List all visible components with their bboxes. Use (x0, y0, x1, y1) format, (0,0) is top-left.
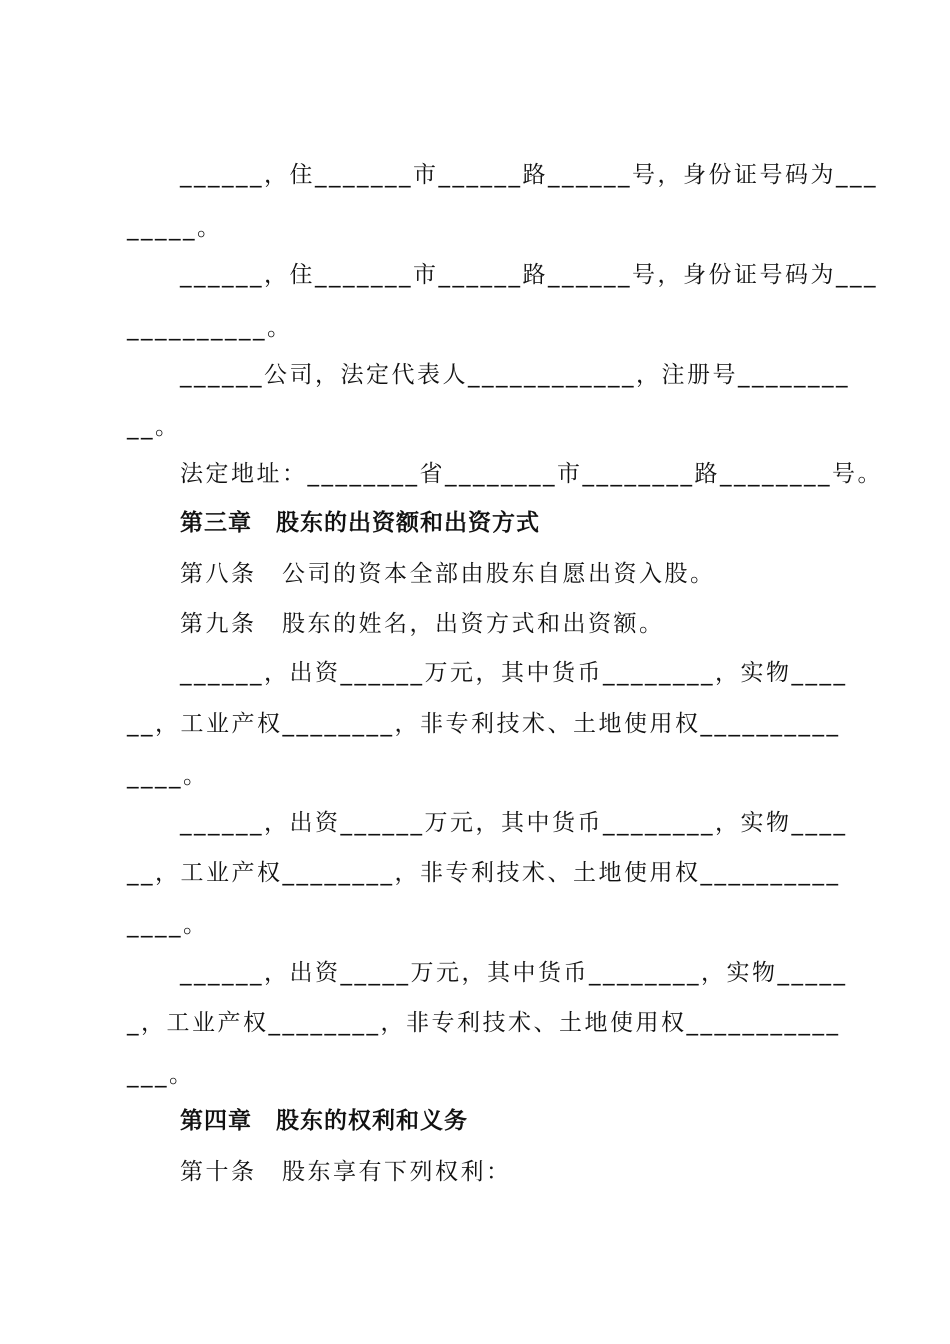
article-10: 第十条 股东享有下列权利： (180, 1159, 512, 1185)
shareholder-2-line: ______，住_______市______路______号，身份证号码为___ (180, 262, 878, 288)
shareholder-1-line: ______，住_______市______路______号，身份证号码为___ (180, 162, 878, 188)
contribution-3-line-2: _，工业产权________，非专利技术、土地使用权___________ (127, 1010, 841, 1036)
article-8: 第八条 公司的资本全部由股东自愿出资入股。 (180, 561, 716, 587)
chapter-4-heading: 第四章 股东的权利和义务 (180, 1108, 468, 1134)
chapter-3-heading: 第三章 股东的出资额和出资方式 (180, 510, 540, 536)
company-shareholder-continuation: __。 (127, 414, 181, 440)
contribution-2-line-2: __，工业产权________，非专利技术、土地使用权__________ (127, 860, 841, 886)
contribution-3-line-3: ___。 (127, 1062, 195, 1088)
contribution-2-line: ______，出资______万元，其中货币________，实物____ (180, 810, 848, 836)
article-9: 第九条 股东的姓名，出资方式和出资额。 (180, 611, 665, 637)
contribution-2-line-3: ____。 (127, 912, 209, 938)
contribution-3-line: ______，出资_____万元，其中货币________，实物_____ (180, 960, 848, 986)
legal-address-line: 法定地址：________省________市________路________号。 (180, 461, 883, 487)
contribution-1-line: ______，出资______万元，其中货币________，实物____ (180, 660, 848, 686)
shareholder-2-continuation: __________。 (127, 315, 293, 341)
contribution-1-line-2: __，工业产权________，非专利技术、土地使用权__________ (127, 711, 841, 737)
contribution-1-line-3: ____。 (127, 763, 209, 789)
shareholder-1-continuation: _____。 (127, 215, 223, 241)
company-shareholder-line: ______公司，法定代表人____________，注册号________ (180, 362, 850, 388)
